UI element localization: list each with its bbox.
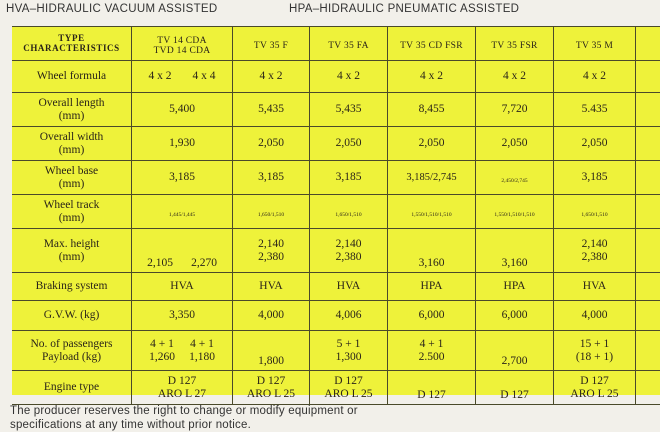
row-label-max-height: Max. height (mm): [12, 229, 132, 273]
model-tv35f: TV 35 F: [233, 27, 310, 61]
value-cell: 1,650/1,510: [310, 195, 388, 229]
row-label-gvw: G.V.W. (kg): [12, 301, 132, 331]
value-cell: 2,450/2,745: [476, 161, 554, 195]
value-cell: D 127 ARO L 25: [554, 371, 636, 405]
specifications-table: [12, 26, 660, 401]
value-cell: 8,455: [388, 93, 476, 127]
model-name: TV 14 CDA: [157, 35, 207, 46]
cut-column: [636, 229, 660, 273]
value-cell: 4 + 1 4 + 1 1,260 1,180: [132, 331, 233, 371]
value-cell: 5 + 1 1,300: [310, 331, 388, 371]
cut-column: [636, 371, 660, 405]
value-cell: 3,185: [233, 161, 310, 195]
cut-column: [636, 301, 660, 331]
value-cell: 4 x 2: [233, 61, 310, 93]
value-cell: 3,160: [476, 229, 554, 273]
row-label-overall-length: Overall length (mm): [12, 93, 132, 127]
value-cell: HVA: [554, 273, 636, 301]
value-cell: 6,000: [388, 301, 476, 331]
header-type: TYPE: [58, 33, 85, 44]
value-cell: 2,050: [388, 127, 476, 161]
value-cell: 5,435: [233, 93, 310, 127]
row-label-wheel-formula: Wheel formula: [12, 61, 132, 93]
value-cell: 2,700: [476, 331, 554, 371]
value-cell: 3,185: [554, 161, 636, 195]
value-cell: 2,050: [310, 127, 388, 161]
model-name: TVD 14 CDA: [153, 45, 211, 56]
model-tv14cda: [132, 27, 233, 61]
value-cell: 1,650/1,510: [554, 195, 636, 229]
row-label-wheel-track: Wheel track (mm): [12, 195, 132, 229]
cut-column: [636, 127, 660, 161]
disclaimer-line: The producer reserves the right to change or modify equipment or: [10, 405, 358, 417]
value-cell: 4 + 1 2.500: [388, 331, 476, 371]
value-cell: D 127 ARO L 27: [132, 371, 233, 405]
value-cell: 5.435: [554, 93, 636, 127]
value-cell: 3,185: [310, 161, 388, 195]
value-cell: 4,000: [233, 301, 310, 331]
value-cell: D 127 ARO L 25: [233, 371, 310, 405]
value-cell: 4 x 2: [554, 61, 636, 93]
value-cell: 4 x 2: [476, 61, 554, 93]
value-cell: HPA: [388, 273, 476, 301]
value-cell: HVA: [132, 273, 233, 301]
value-cell: 2,140 2,380: [233, 229, 310, 273]
value-cell: 1,650/1,510: [233, 195, 310, 229]
header-characteristics: CHARACTERISTICS: [23, 42, 120, 53]
type-characteristics-header: [12, 27, 132, 61]
value-cell: 4 x 2 4 x 4: [132, 61, 233, 93]
model-tv35fa: TV 35 FA: [310, 27, 388, 61]
row-label-braking-system: Braking system: [12, 273, 132, 301]
hva-legend: HVA–HIDRAULIC VACUUM ASSISTED: [6, 3, 218, 15]
disclaimer-line: specifications at any time without prior notice.: [10, 419, 251, 431]
value-cell: 1,445/1,445: [132, 195, 233, 229]
value-cell: 3,185/2,745: [388, 161, 476, 195]
value-cell: 6,000: [476, 301, 554, 331]
value-cell: HVA: [310, 273, 388, 301]
cut-column: [636, 331, 660, 371]
disclaimer: [10, 404, 660, 432]
value-cell: 3,160: [388, 229, 476, 273]
value-cell: 2,140 2,380: [554, 229, 636, 273]
cut-column: [636, 273, 660, 301]
model-tv35m: TV 35 M: [554, 27, 636, 61]
value-cell: 2,140 2,380: [310, 229, 388, 273]
value-cell: 5,400: [132, 93, 233, 127]
value-cell: 4,000: [554, 301, 636, 331]
value-cell: HVA: [233, 273, 310, 301]
cut-column: [636, 161, 660, 195]
row-label-wheel-base: Wheel base (mm): [12, 161, 132, 195]
row-label-overall-width: Overall width (mm): [12, 127, 132, 161]
value-cell: 1,550/1,510/1,510: [476, 195, 554, 229]
value-cell: 1,550/1,510/1,510: [388, 195, 476, 229]
cut-column: [636, 195, 660, 229]
cut-column: [636, 61, 660, 93]
cut-column: [636, 27, 660, 61]
value-cell: 4,006: [310, 301, 388, 331]
value-cell: 4 x 2: [388, 61, 476, 93]
value-cell: 2,050: [554, 127, 636, 161]
cut-column: [636, 93, 660, 127]
value-cell: HPA: [476, 273, 554, 301]
value-cell: D 127: [388, 371, 476, 405]
value-cell: D 127 ARO L 25: [310, 371, 388, 405]
value-cell: 2,050: [476, 127, 554, 161]
value-cell: 1,800: [233, 331, 310, 371]
value-cell: 4 x 2: [310, 61, 388, 93]
value-cell: 2,105 2,270: [132, 229, 233, 273]
value-cell: D 127: [476, 371, 554, 405]
value-cell: 2,050: [233, 127, 310, 161]
model-tv35fsr: TV 35 FSR: [476, 27, 554, 61]
value-cell: 1,930: [132, 127, 233, 161]
value-cell: 3,350: [132, 301, 233, 331]
row-label-passengers-payload: No. of passengers Payload (kg): [12, 331, 132, 371]
model-tv35cdfsr: TV 35 CD FSR: [388, 27, 476, 61]
hpa-legend: HPA–HIDRAULIC PNEUMATIC ASSISTED: [289, 3, 520, 15]
brake-legend: [6, 3, 660, 19]
row-label-engine-type: Engine type: [12, 371, 132, 405]
value-cell: 5,435: [310, 93, 388, 127]
value-cell: 3,185: [132, 161, 233, 195]
value-cell: 15 + 1 (18 + 1): [554, 331, 636, 371]
value-cell: 7,720: [476, 93, 554, 127]
